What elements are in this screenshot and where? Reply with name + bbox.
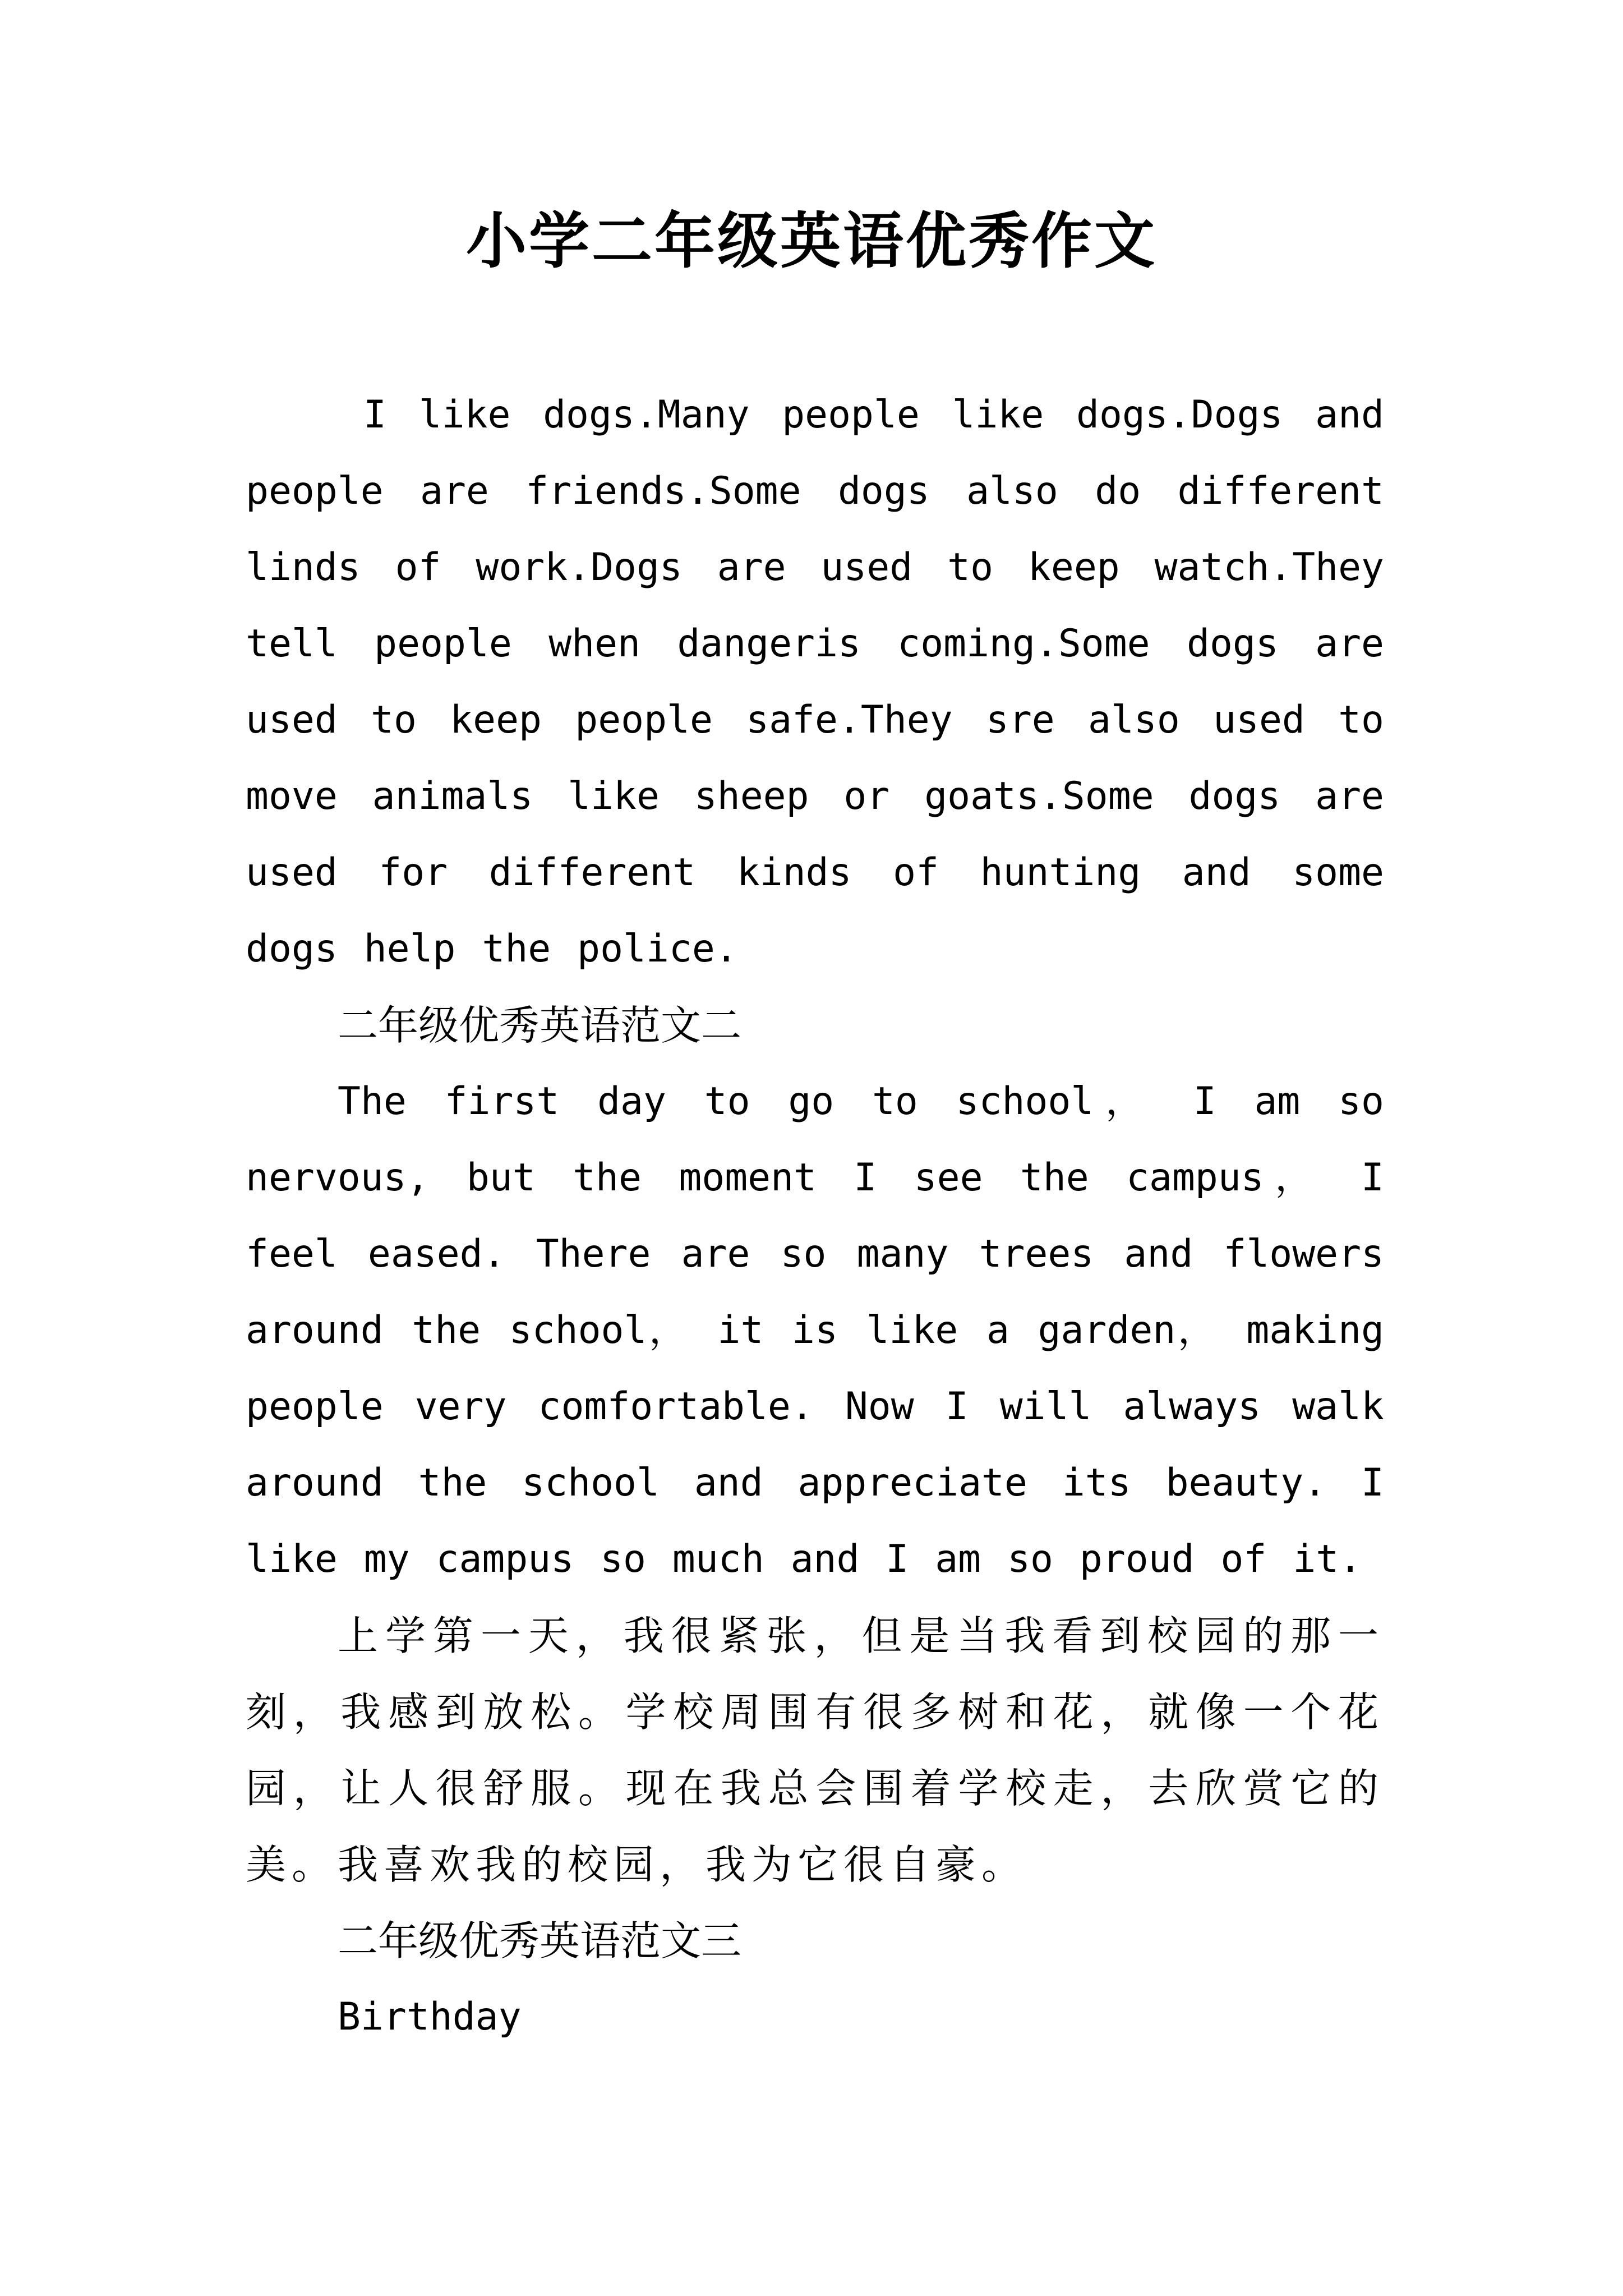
essay-paragraph-school: The first day to go to school， I am so nervous, but the moment I see the campus， I feel eased. There are so many trees and flowers around the school， it is like a garden， making people very comfortable. Now I will always walk around the school and appreciate its beauty. I like my campus so much and I am so proud of it. [246, 1079, 1384, 1581]
section-heading-3: 二年级优秀英语范文三 [338, 1917, 742, 1964]
document-title: 小学二年级英语优秀作文 [465, 206, 1157, 277]
document-body [246, 377, 1384, 2055]
section-heading-2: 二年级优秀英语范文二 [338, 1002, 742, 1049]
essay-paragraph-dogs: I like dogs.Many people like dogs.Dogs and people are friends.Some dogs also do different linds of work.Dogs are used to keep watch.They tell people when dangeris coming.Some dogs are used to keep people safe.They sre also used to move animals like sheep or goats.Some dogs are used for different kinds of hunting and some dogs help the police. [246, 393, 1384, 971]
essay-paragraph-school-chinese: 上学第一天，我很紧张，但是当我看到校园的那一刻，我感到放松。学校周围有很多树和花，就像一个花园，让人很舒服。现在我总会围着学校走，去欣赏它的美。我喜欢我的校园，我为它很自豪。 [246, 1612, 1384, 1888]
essay-title-birthday: Birthday [338, 1995, 522, 2039]
